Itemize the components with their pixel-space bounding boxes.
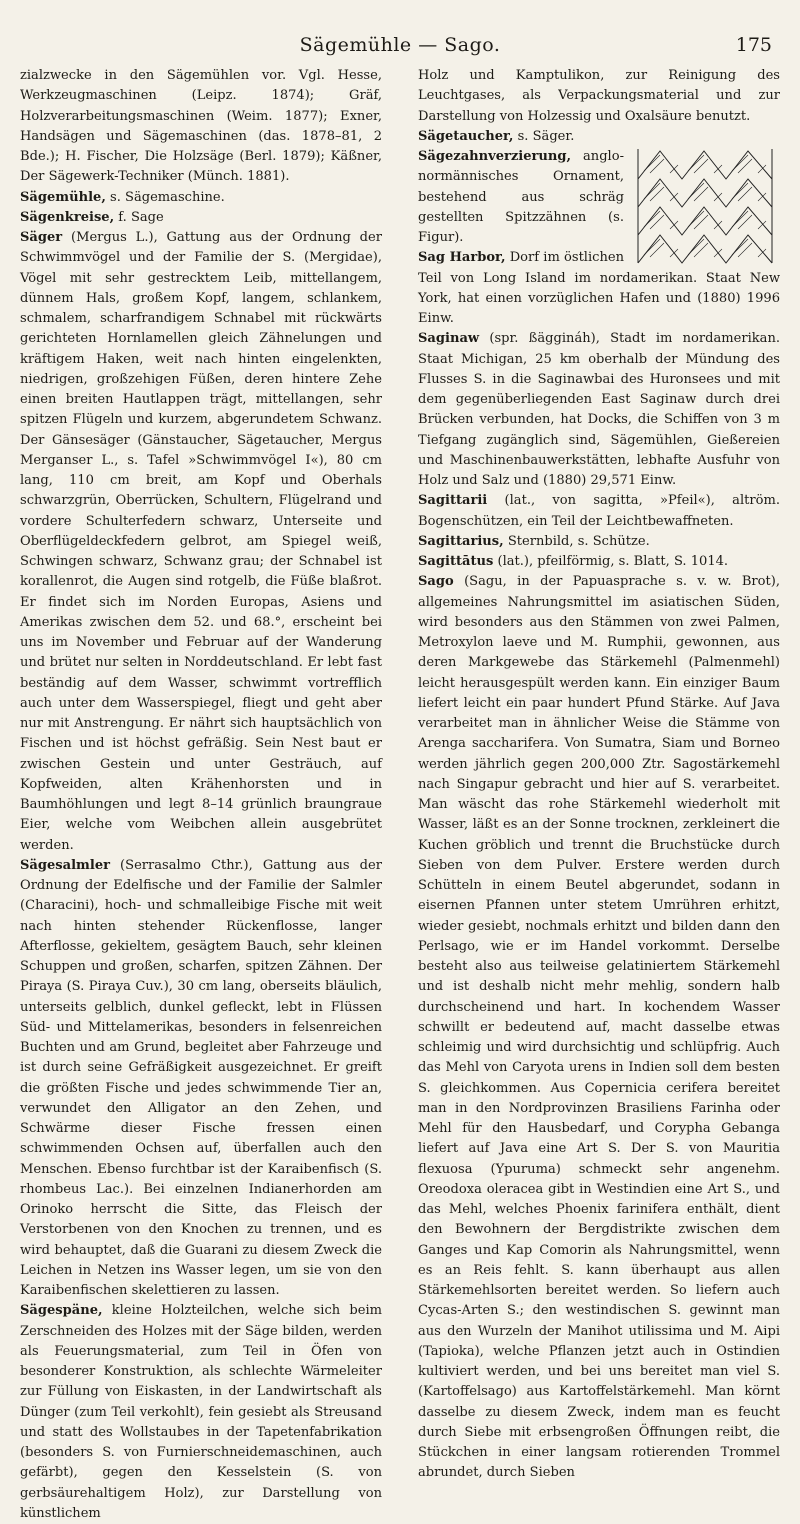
headword: Sägenkreise, xyxy=(20,209,115,225)
entry-continuation: Holz und Kamptulikon, zur Reinigung des Leuchtgases, als Verpackungsmaterial und zur Darstellung von Holzessig und Oxalsäure benutzt. xyxy=(418,68,780,124)
entry-saginaw: Saginaw (spr. ßäggináh), Stadt im nordamerikan. Staat Michigan, 25 km oberhalb der Mündung des Flusses S. in die Saginawbai des Huronsees und mit dem gegenüberliegenden East Saginaw durch drei Brücken verbunden, hat Docks, die Schiffen von 3 m Tiefgang zugänglich sind, Sägemühlen, Gießereien und Maschinenbauwerkstätten, lebhafte Ausfuhr von Holz und Salz und (1880) 29,571 Einw. xyxy=(418,331,780,488)
headword: Säger xyxy=(20,230,63,245)
page-header xyxy=(0,30,800,62)
headword: Sagittarii xyxy=(418,493,488,509)
headword: Saginaw xyxy=(418,331,480,347)
entry-sagittarius: Sagittarius, Sternbild, s. Schütze. xyxy=(418,533,650,549)
entry-sagittatus: Sagittātus (lat.), pfeilförmig, s. Blatt, S. 1014. xyxy=(418,554,729,569)
headword: Sago xyxy=(418,574,454,590)
headword: Sagittarius, xyxy=(418,533,504,549)
headword: Sägesalmler xyxy=(20,857,110,873)
entry-sag-harbor: Sag Harbor, Dorf im östlichen Teil von Long Island im nordamerikan. Staat New York, hat einen vorzüglichen Hafen und (1880) 1996 Einw. xyxy=(418,250,780,326)
entry-continuation: zialzwecke in den Sägemühlen vor. Vgl. Hesse, Werkzeugmaschinen (Leipz. 1874); Gräf, Holzverarbeitungsmaschinen (Weim. 1877); Exner, Handsägen und Sägemaschinen (das. 1878–81, 2 Bde.); H. Fischer, Die Holzsäge (Berl. 1879); Käßner, Der Sägewerk-Techniker (Münch. 1881). xyxy=(20,68,382,185)
entry-saegemuehle: Sägemühle, s. Sägemaschine. xyxy=(20,189,225,205)
entry-saegespaene: Sägespäne, kleine Holzteilchen, welche sich beim Zerschneiden des Holzes mit der Säge bilden, werden als Feuerungsmaterial, zum Teil in Öfen von besonderer Konstruktion, als schlechte Wärmeleiter zur Füllung von Eiskasten, in der Landwirtschaft als Dünger (zum Teil verkohlt), fein gesiebt als Streusand und statt des Wollstaubes in der Tapetenfabrikation (besonders S. von Furnierschneidemaschinen, auch gefärbt), gegen den Kesselstein (S. von gerbsäurehaltigem Holz), zur Darstellung von künstlichem xyxy=(20,1303,382,1521)
headword: Sagittātus xyxy=(418,554,494,569)
entry-saegesalmler: Sägesalmler (Serrasalmo Cthr.), Gattung aus der Ordnung der Edelfische und der Familie der Salmler (Characini), hoch- und schmalleibige Fische mit weit nach hinten stehender Rückenflosse, langer Afterflosse, gekieltem, gesägtem Bauch, sehr kleinen Schuppen und großen, scharfen, spitzen Zähnen. Der Piraya (S. Piraya Cuv.), 30 cm lang, oberseits bläulich, unterseits gelblich, dunkel gefleckt, lebt in Flüssen Süd- und Mittelamerikas, besonders in felsenreichen Buchten und am Grund, begleitet aber Fahrzeuge und ist durch seine Gefräßigkeit ausgezeichnet. Er greift die größten Fische und jedes schwimmende Tier an, verwundet den Alligator an den Zehen, und Schwärme dieser Fische fressen einen schwimmenden Ochsen auf, überfallen auch den Menschen. Ebenso furchtbar ist der Karaibenfisch (S. rhombeus Lac.). Bei einzelnen Indianerhorden am Orinoko herrscht die Sitte, das Fleisch der Verstorbenen von den Knochen zu trennen, und es wird behauptet, daß die Guarani zu diesem Zweck die Leichen in Netzen ins Wasser legen, um sie von den Karaibenfischen skelettieren zu lassen. xyxy=(20,857,382,1298)
headword: Sägespäne, xyxy=(20,1303,103,1319)
entry-sago: Sago (Sagu, in der Papuasprache s. v. w. Brot), allgemeines Nahrungsmittel im asiatischen Süden, wird besonders aus den Stämmen von zwei Palmen, Metroxylon laeve und M. Rumphii, gewonnen, aus deren Markgewebe das Stärkemehl (Palmenmehl) leicht herausgespült werden kann. Ein einziger Baum liefert leicht ein paar hundert Pfund Stärke. Auf Java verarbeitet man in ähnlicher Weise die Stämme von Arenga saccharifera. Von Sumatra, Siam und Borneo werden jährlich gegen 200,000 Ztr. Sagostärkemehl nach Singapur gebracht und hier auf S. verarbeitet. Man wäscht das rohe Stärkemehl wiederholt mit Wasser, läßt es an der Sonne trocknen, zerkleinert die Kuchen gröblich und trennt die Bruchstücke durch Sieben von dem Pulver. Erstere werden durch Schütteln in einem Beutel abgerundet, sodann in eisernen Pfannen unter stetem Umrühren erhitzt, wieder gesiebt, nochmals erhitzt und bilden dann den Perlsago, wie er im Handel vorkommt. Derselbe besteht also aus teilweise gelatiniertem Stärkemehl und ist deshalb nicht mehr mehlig, sondern halb durchscheinend und hart. In kochendem Wasser schwillt er bedeutend auf, macht dasselbe etwas schleimig und wird durchsichtig und schlüpfrig. Auch das Mehl von Caryota urens in Indien soll dem besten S. gleichkommen. Aus Copernicia cerifera bereitet man in den Nordprovinzen Brasiliens Farinha oder Mehl für den Hausbedarf, und Corypha Gebanga liefert auf Java eine Art S. Der S. von Mauritia flexuosa (Ypuruma) schmeckt sehr angenehm. Oreodoxa oleracea gibt in Westindien eine Art S., und das Mehl, welches Phoenix farinifera enthält, dient den Bewohnern der Bergdistrikte zwischen dem Ganges und Kap Comorin als Nahrungsmittel, wenn es an Reis fehlt. S. kann überhaupt aus allen Stärkemehlsorten bereitet werden. So liefern auch Cycas-Arten S.; den westindischen S. gewinnt man aus den Wurzeln der Manihot utilissima und M. Aipi (Tapioka), welche Pflanzen jetzt auch in Ostindien kultiviert werden, und bei uns bereitet man viel S. (Kartoffelsago) aus Kartoffelstärkemehl. Man körnt dasselbe zu diesem Zweck, indem man es feucht durch Siebe mit erbsengroßen Öffnungen reibt, die Stückchen in einer langsam rotierenden Trommel abrundet, durch Sieben xyxy=(418,574,780,1481)
headword: Sägezahnverzierung, xyxy=(418,149,572,164)
entry-saegenkreise: Sägenkreise, f. Sage xyxy=(20,209,164,225)
page-number: 175 xyxy=(735,34,772,56)
headword: Sägemühle, xyxy=(20,189,106,205)
entry-sagittarii: Sagittarii (lat., von sagitta, »Pfeil«), altröm. Bogenschützen, ein Teil der Leichtbewaffneten. xyxy=(418,493,780,529)
entry-saegetaucher: Sägetaucher, s. Säger. xyxy=(418,128,575,144)
headword: Sag Harbor, xyxy=(418,250,506,266)
right-column xyxy=(418,66,780,1484)
sawtooth-ornament-figure xyxy=(630,147,780,265)
headword: Sägetaucher, xyxy=(418,128,514,144)
running-title: Sägemühle — Sago. xyxy=(299,34,501,56)
entry-saegezahnverzierung: Sägezahnverzierung, anglo-normännisches Ornament, bestehend aus schräg gestellten Spitzzähnen (s. Figur). xyxy=(418,149,624,245)
left-column xyxy=(20,66,382,1524)
sawtooth-ornament-icon xyxy=(630,147,780,265)
entry-saeger: Säger (Mergus L.), Gattung aus der Ordnung der Schwimmvögel und der Familie der S. (Mergidae), Vögel mit sehr gestrecktem Leib, mittellangem, dünnem Hals, großem Kopf, langem, schlankem, schmalem, scharfrandigem Schnabel mit rückwärts gerichteten Hornlamellen gleich Zähnelungen und kräftigem Haken, weit nach hinten eingelenkten, niedrigen, großzehigen Füßen, deren hintere Zehe einen breiten Hautlappen trägt, mittellangen, sehr spitzen Flügeln und kurzem, abgerundetem Schwanz. Der Gänsesäger (Gänstaucher, Sägetaucher, Mergus Merganser L., s. Tafel »Schwimmvögel I«), 80 cm lang, 110 cm breit, am Kopf und Oberhals schwarzgrün, Oberrücken, Schultern, Flügelrand und vordere Schulterfedern schwarz, Unterseite und Oberflügeldeckfedern gelbrot, am Spiegel weiß, Schwingen schwarz, Schwanz grau; der Schnabel ist korallenrot, die Augen sind rotgelb, die Füße blaßrot. Er findet sich im Norden Europas, Asiens und Amerikas zwischen dem 52. und 68.°, erscheint bei uns im November und Februar auf der Wanderung und brütet nur selten in Norddeutschland. Er lebt fast beständig auf dem Wasser, schwimmt vortrefflich auch unter dem Wasserspiegel, fliegt und geht aber nur mit Anstrengung. Er nährt sich hauptsächlich von Fischen und ist höchst gefräßig. Sein Nest baut er zwischen Gestein und unter Gesträuch, auf Kopfweiden, alten Krähenhorsten und in Baumhöhlungen und legt 8–14 grünlich braungraue Eier, welche vom Weibchen allein ausgebrütet werden. xyxy=(20,230,382,853)
